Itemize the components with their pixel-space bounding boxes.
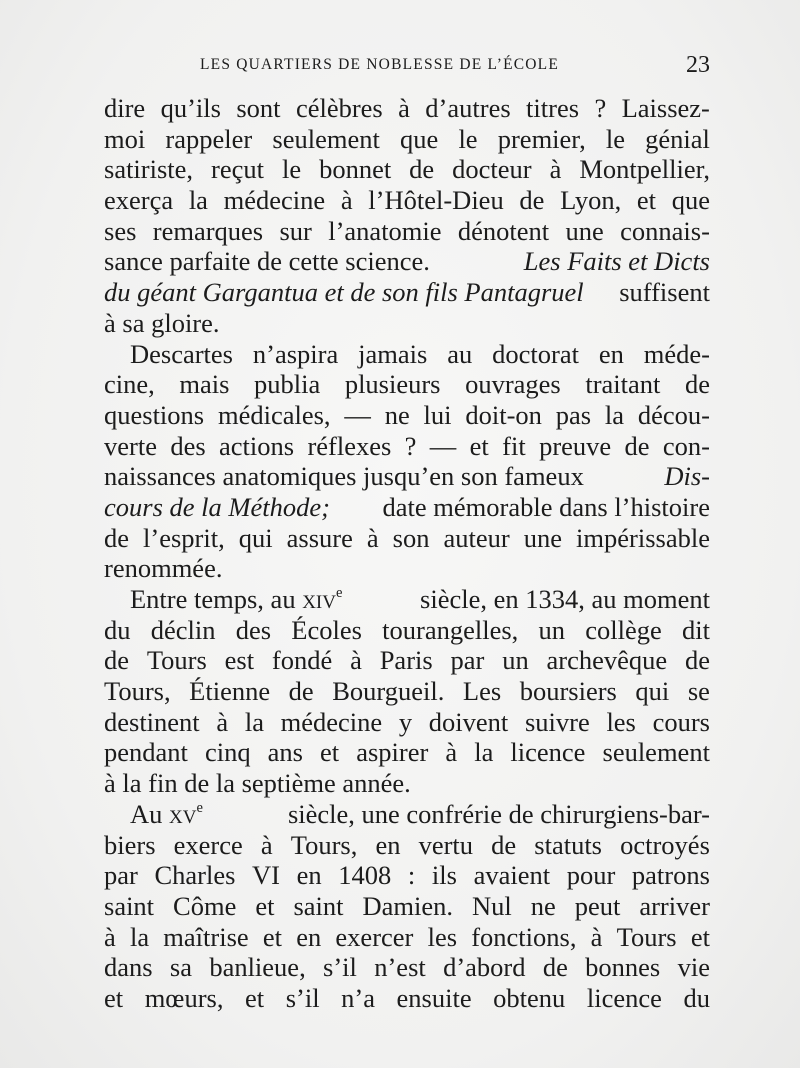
word: à [350,645,362,676]
word: jamais [358,338,428,369]
word: ils [431,860,457,891]
word: une [523,522,562,553]
word: ne [530,890,556,921]
word: l’Hôtel-Dieu [368,185,504,216]
text-line [104,830,710,861]
body-text [104,93,710,1014]
text-line [104,277,710,308]
word: méde- [643,338,710,369]
word: de [409,154,435,185]
italic-title: Dis- [664,461,710,492]
word: est [224,645,255,676]
word: Damien. [362,890,454,921]
word: boursiers [519,676,617,707]
word: : [407,860,416,891]
text-line [104,983,710,1014]
text-line [104,523,710,554]
word: la [474,737,494,768]
word: Bourgueil. [332,676,445,707]
text-line [104,584,710,615]
text-line [104,461,710,492]
word: — [429,430,457,461]
word: de [491,829,517,860]
word: génial [645,123,710,154]
word: tourangelles, [382,614,519,645]
word: aspirer [356,737,429,768]
text-line [104,369,710,400]
word: déclin [150,614,216,645]
text-line [104,799,710,830]
text-segment [130,799,203,830]
word: Étienne [189,676,271,707]
word: plusieurs [344,369,441,400]
word: n’a [341,982,375,1013]
word: de [288,676,314,707]
word: Charles [154,860,236,891]
word: statuts [534,829,602,860]
word: fondé [271,645,333,676]
word: collège [585,614,662,645]
text-line: à sa gloire. [104,307,220,338]
word: ouvrages [465,369,561,400]
word: la [188,185,208,216]
word: à [216,706,229,737]
word: et [245,982,265,1013]
word: de [542,952,568,983]
word: patrons [631,860,710,891]
word: impérissable [576,522,710,553]
word: par [104,860,138,891]
word: qu’ils [160,93,221,123]
text-line [104,185,710,216]
word: à [398,93,410,123]
text-segment [104,492,330,523]
word: en [598,338,624,369]
word: pas [555,399,592,430]
text-segment: siècle, une confrérie de chirurgiens-bar- [287,798,710,829]
word: assure [286,522,353,553]
word: à [340,185,353,216]
word: auteur [443,522,510,553]
word: destinent [104,706,200,737]
word: fit [502,430,526,461]
word: Laissez- [621,93,710,123]
text-segment: Entre temps, au [130,584,296,614]
word: ? [404,430,417,461]
word: ensuite [396,982,472,1013]
word: cine, [104,369,155,400]
word: des [235,614,272,645]
word: Nul [472,890,512,921]
word: le [605,123,625,154]
word: suivre [524,706,590,737]
word: doivent [428,706,509,737]
word: bonnes [585,952,661,983]
word: de [519,185,545,216]
text-segment: date mémorable dans l’histoire [382,491,710,522]
word: dénotent [457,215,550,246]
word: et [469,430,489,461]
word: qui [635,676,670,707]
word: à [104,921,116,952]
word: con- [662,430,710,461]
word: s’il [285,982,320,1013]
text-line [104,246,710,277]
word: la [244,706,264,737]
word: satiriste, [104,154,194,185]
word: s’il [323,952,357,983]
italic-title: cours de la [104,491,222,522]
word: la [604,399,625,430]
word: rappeler [165,123,253,154]
word: exerça [104,185,174,216]
word: en [296,860,322,891]
word: d’abord [443,952,526,983]
text-line [104,891,710,922]
word: Descartes [130,338,233,369]
italic-title: Les Faits et Dicts [523,246,710,277]
word: réflexes [307,430,392,461]
word: remarques [152,215,264,246]
word: n’est [374,952,426,983]
word: obtenu [493,982,566,1013]
word: son [392,522,430,553]
word: se [687,676,710,707]
word: licence [510,737,586,768]
word: Montpellier, [579,154,710,185]
word: octroyés [620,829,710,860]
word: à [260,829,273,860]
text-line [104,124,710,155]
word: l’anatomie [328,215,442,246]
text-line [104,216,710,247]
word: 1408 [338,860,392,891]
word: maîtrise [163,921,249,952]
word: questions [104,399,205,430]
word: que [671,185,710,216]
word: ne [384,399,410,430]
word: cours [652,706,710,737]
word: premier, [497,123,586,154]
word: Tours, [104,676,171,707]
word: docteur [452,154,532,185]
word: pendant [104,737,188,768]
word: fonctions, [471,921,577,952]
word: qui [238,522,273,553]
word: de [684,369,710,400]
text-line [104,93,710,124]
word: biers [104,829,156,860]
word: y [398,706,413,737]
word: en [375,829,401,860]
text-segment: sance parfaite de cette science. [104,246,430,277]
word: — [344,399,371,430]
text-line [104,615,710,646]
running-title: LES QUARTIERS DE NOBLESSE DE L’ÉCOLE [200,56,560,73]
page-number: 23 [686,52,710,78]
century-suffix: e [335,584,343,601]
word: moi [104,123,146,154]
word: et [320,737,340,768]
text-segment: suffisent [619,277,710,308]
word: Paris [379,645,433,676]
word: et [636,185,657,216]
word: Écoles [291,614,362,645]
word: arriver [639,890,710,921]
word: VI [252,860,281,891]
word: doit-on [465,399,542,430]
text-line: à la fin de la septième année. [104,768,411,799]
word: lui [423,399,452,430]
word: l’esprit, [143,522,225,553]
word: un [538,614,566,645]
word: et [262,921,282,952]
word: la [129,921,150,952]
word: que [400,123,439,154]
word: médicales, [217,399,331,430]
word: célèbres [295,93,383,123]
word: traitant [585,369,661,400]
century-numeral: xv [169,798,197,829]
word: cinq [204,737,251,768]
text-line [104,431,710,462]
word: actions [219,430,295,461]
century-suffix: e [196,799,203,816]
text-line [104,492,710,523]
word: saint [293,890,344,921]
text-line [104,707,710,738]
word: sur [279,215,312,246]
word: dit [682,614,710,645]
word: et [104,982,124,1013]
text-line [104,400,710,431]
word: Les [462,676,502,707]
text-line [104,952,710,983]
word: les [606,706,636,737]
word: archevêque [546,645,668,676]
word: saint [104,890,155,921]
word: une [565,215,604,246]
word: les [427,921,458,952]
word: titres [526,93,580,123]
word: de [104,522,130,553]
word: du [683,982,710,1013]
word: sa [169,952,192,983]
word: publia [253,369,321,400]
word: des [170,430,206,461]
word: d’autres [425,93,511,123]
word: de [684,645,710,676]
word: peut [574,890,621,921]
word: et [255,890,275,921]
text-line [104,860,710,891]
word: Tours, [290,829,358,860]
word: exercer [335,921,414,952]
word: Côme [173,890,237,921]
word: ans [267,737,303,768]
italic-title: Méthode; [228,491,330,522]
word: verte [104,430,157,461]
century-numeral: xiv [302,584,336,614]
word: en [296,921,322,952]
italic-title: du géant Gargantua et de son fils Pantagruel [104,277,584,308]
word: seulement [602,737,710,768]
word: un [502,645,529,676]
word: de [104,645,130,676]
word: connais- [620,215,710,246]
word: mœurs, [144,982,224,1013]
word: à [445,737,458,768]
word: médecine [223,185,326,216]
word: du [104,614,131,645]
word: banlieue, [209,952,306,983]
word: exerce [173,829,243,860]
word: à [549,154,562,185]
page-header [200,52,710,82]
text-line [104,737,710,768]
word: et [690,921,710,952]
text-line: renommée. [104,553,223,584]
word: Tours [616,921,677,952]
word: dire [104,93,146,123]
word: dans [104,952,153,983]
word: reçut [211,154,264,185]
word: preuve [539,430,612,461]
word: n’aspira [252,338,339,369]
word: au [447,338,473,369]
word: bonnet [319,154,392,185]
word: doctorat [492,338,579,369]
word: seulement [272,123,380,154]
text-line [104,676,710,707]
word: vie [677,952,710,983]
word: le [458,123,478,154]
word: pour [566,860,616,891]
text-line [104,645,710,676]
word: sont [236,93,281,123]
word: décou- [637,399,710,430]
text-line [104,154,710,185]
word: ? [594,93,607,123]
word: Tours [146,645,207,676]
text-segment: siècle, en 1334, au moment [420,584,710,614]
word: par [450,645,485,676]
word: de [624,430,650,461]
text-segment: Au [130,798,163,829]
word: médecine [280,706,383,737]
text-segment: naissances anatomiques jusqu’en son fameux [104,461,584,492]
text-segment [130,584,342,615]
word: vertu [418,829,474,860]
word: licence [586,982,662,1013]
text-line [104,339,710,370]
word: mais [179,369,230,400]
word: avaient [473,860,551,891]
word: le [281,154,302,185]
word: à [366,522,379,553]
text-line [104,922,710,953]
word: à [590,921,603,952]
word: ses [104,215,137,246]
word: Lyon, [560,185,622,216]
